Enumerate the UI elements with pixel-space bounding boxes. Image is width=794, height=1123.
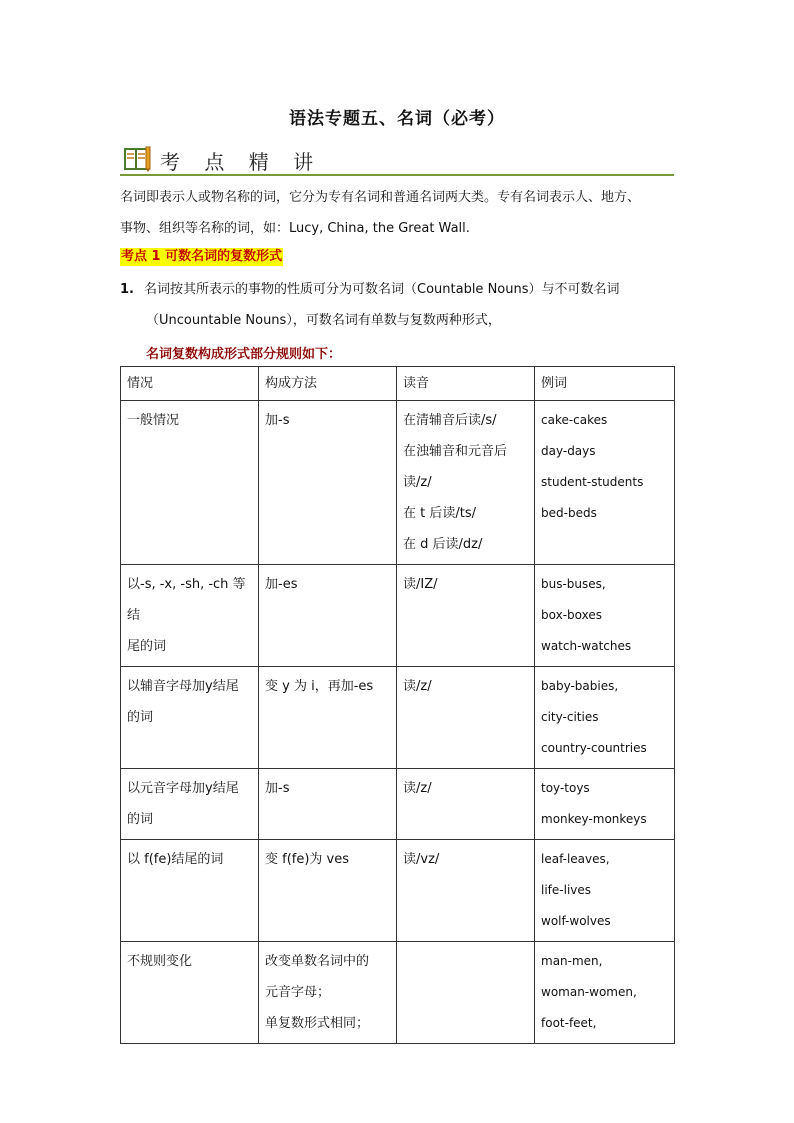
cell-line: 尾的词 xyxy=(127,639,167,654)
item-line xyxy=(120,274,686,305)
table-row xyxy=(121,565,675,667)
cell-line: leaf-leaves, xyxy=(541,852,610,866)
table-cell-pron xyxy=(397,769,535,840)
cell-line: foot-feet, xyxy=(541,1016,597,1030)
table-cell-method xyxy=(259,565,397,667)
cell-line: 在 t 后读/ts/ xyxy=(403,506,476,521)
cell-line: baby-babies, xyxy=(541,679,619,693)
cell-line: bed-beds xyxy=(541,506,597,520)
page-title: 语法专题五、名词（必考） xyxy=(289,109,505,129)
cell-line: 加-s xyxy=(265,413,290,428)
intro-paragraph xyxy=(120,182,686,244)
table-row xyxy=(121,942,675,1044)
table-cell-examples xyxy=(535,401,675,565)
cell-line: bus-buses, xyxy=(541,577,606,591)
book-icon xyxy=(124,146,152,172)
cell-line: wolf-wolves xyxy=(541,914,611,928)
cell-line: watch-watches xyxy=(541,639,632,653)
cell-line: 加-es xyxy=(265,577,298,592)
item-line: （Uncountable Nouns），可数名词有单数与复数两种形式， xyxy=(146,313,501,328)
cell-line: 加-s xyxy=(265,781,290,796)
table-cell-examples xyxy=(535,769,675,840)
cell-line: toy-toys xyxy=(541,781,590,795)
table-row xyxy=(121,667,675,769)
table-cell-pron xyxy=(397,667,535,769)
numbered-item xyxy=(120,274,686,336)
table-cell-method xyxy=(259,942,397,1044)
cell-line: 在清辅音后读/s/ xyxy=(403,413,497,428)
section-label: 考 点 精 讲 xyxy=(160,150,323,174)
table-cell-examples xyxy=(535,840,675,942)
cell-line: 单复数形式相同； xyxy=(265,1016,370,1031)
column-header: 例词 xyxy=(535,367,675,401)
table-cell-method xyxy=(259,401,397,565)
cell-line: 的词 xyxy=(127,812,154,827)
cell-line: 一般情况 xyxy=(127,413,180,428)
cell-line: 以元音字母加y结尾 xyxy=(127,781,239,796)
cell-line: 以辅音字母加y结尾 xyxy=(127,679,239,694)
item-number: 1. xyxy=(120,282,134,297)
table-cell-examples xyxy=(535,942,675,1044)
column-header: 情况 xyxy=(121,367,259,401)
cell-line: 不规则变化 xyxy=(127,954,193,969)
table-row xyxy=(121,840,675,942)
table-cell-method xyxy=(259,840,397,942)
plural-rules-table xyxy=(120,366,675,1044)
cell-line: 以 f(fe)结尾的词 xyxy=(127,852,224,867)
cell-line: 变 f(fe)为 ves xyxy=(265,852,350,867)
table-cell-pron xyxy=(397,401,535,565)
item-text: 名词按其所表示的事物的性质可分为可数名词（Countable Nouns）与不可数名词 xyxy=(144,282,620,297)
cell-line: day-days xyxy=(541,444,596,458)
table-cell-examples xyxy=(535,667,675,769)
cell-line: 在浊辅音和元音后 xyxy=(403,444,508,459)
cell-line: 读/z/ xyxy=(403,781,432,796)
cell-line: country-countries xyxy=(541,741,647,755)
cell-line: 以-s, -x, -sh, -ch 等结 xyxy=(127,577,246,623)
cell-line: man-men, xyxy=(541,954,603,968)
cell-line: monkey-monkeys xyxy=(541,812,647,826)
column-header: 构成方法 xyxy=(259,367,397,401)
table-row xyxy=(121,401,675,565)
cell-line: city-cities xyxy=(541,710,599,724)
kaodian-heading: 考点 1 可数名词的复数形式 xyxy=(121,249,283,264)
table-cell-case xyxy=(121,769,259,840)
cell-line: cake-cakes xyxy=(541,413,608,427)
cell-line: 变 y 为 i，再加-es xyxy=(265,679,374,694)
cell-line: 读/z/ xyxy=(403,475,432,490)
cell-line: 在 d 后读/dz/ xyxy=(403,537,483,552)
rules-heading: 名词复数构成形式部分规则如下： xyxy=(146,347,342,362)
cell-line: student-students xyxy=(541,475,644,489)
table-cell-method xyxy=(259,769,397,840)
table-cell-case xyxy=(121,565,259,667)
table-header-row xyxy=(121,367,675,401)
table-cell-case xyxy=(121,401,259,565)
cell-line: 改变单数名词中的 xyxy=(265,954,370,969)
cell-line: 元音字母； xyxy=(265,985,331,1000)
intro-line: 名词即表示人或物名称的词，它分为专有名词和普通名词两大类。专有名词表示人、地方、 xyxy=(120,190,641,205)
table-cell-case xyxy=(121,942,259,1044)
cell-line: box-boxes xyxy=(541,608,602,622)
section-header xyxy=(120,146,674,176)
table-cell-case xyxy=(121,667,259,769)
cell-line: 读/vz/ xyxy=(403,852,440,867)
table-cell-pron xyxy=(397,840,535,942)
table-cell-method xyxy=(259,667,397,769)
table-cell-pron xyxy=(397,942,535,1044)
cell-line: 读/IZ/ xyxy=(403,577,438,592)
cell-line: 的词 xyxy=(127,710,154,725)
cell-line: 读/z/ xyxy=(403,679,432,694)
cell-line: woman-women, xyxy=(541,985,637,999)
table-cell-examples xyxy=(535,565,675,667)
table-row xyxy=(121,769,675,840)
table-cell-pron xyxy=(397,565,535,667)
column-header: 读音 xyxy=(397,367,535,401)
section-divider xyxy=(120,174,674,176)
intro-line: 事物、组织等名称的词，如：Lucy, China, the Great Wall. xyxy=(120,221,470,236)
table-cell-case xyxy=(121,840,259,942)
cell-line: life-lives xyxy=(541,883,592,897)
